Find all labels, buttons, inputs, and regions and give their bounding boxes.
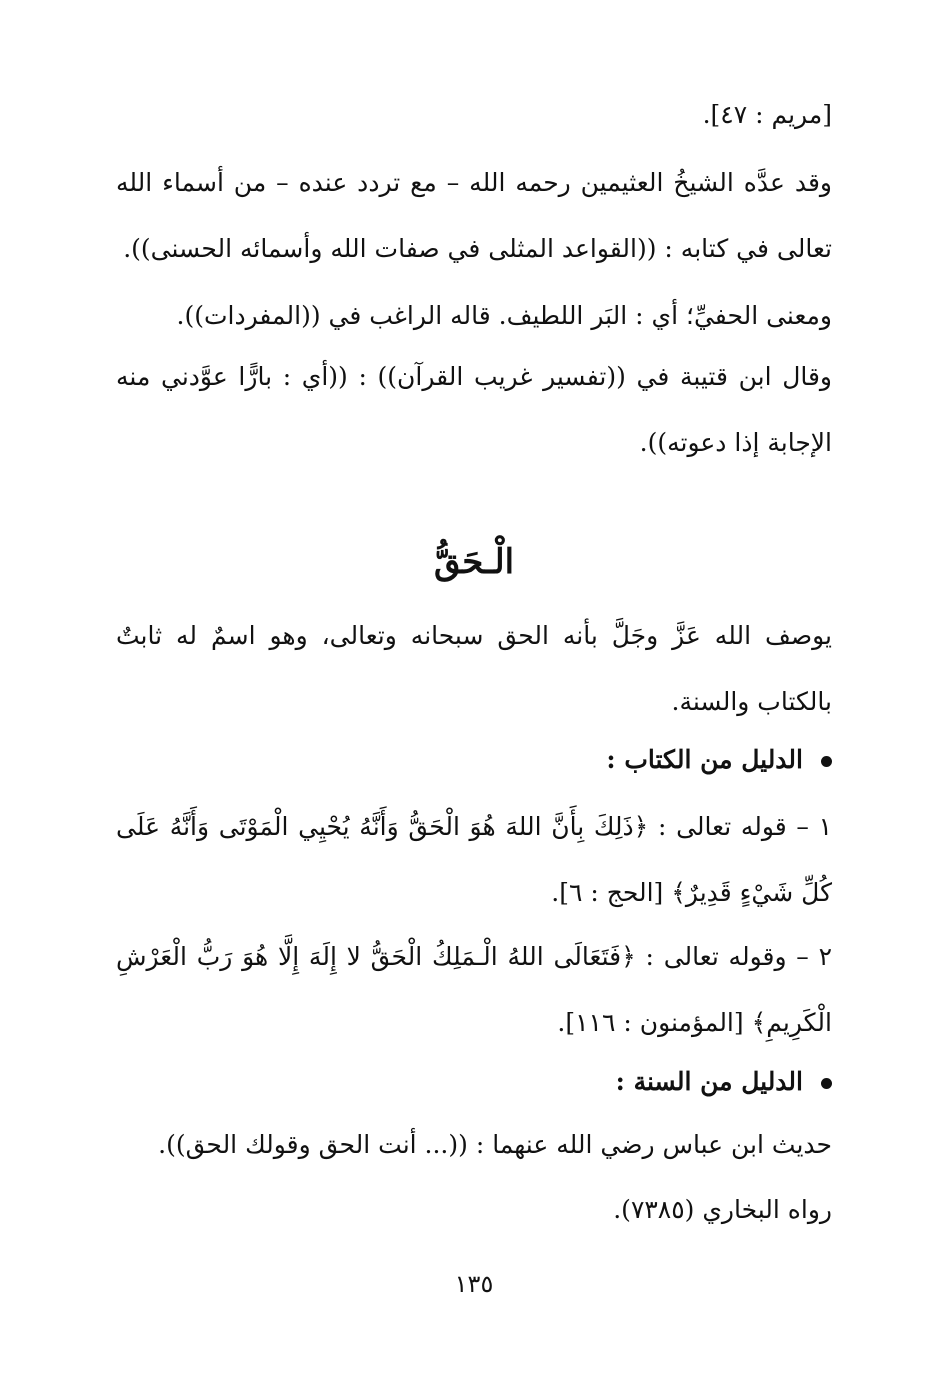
sunnah-evidence-label: الدليل من السنة :: [615, 1067, 803, 1096]
paragraph-uthaymeen: وقد عدَّه الشيخُ العثيمين رحمه الله – مع تردد عنده – من أسماء الله تعالى في كتابه : ((القواعد المثلى في صفات الله وأسمائه الحسنى)).: [116, 168, 832, 263]
book-evidence-title: [606, 730, 832, 790]
bullet-icon: [821, 1078, 832, 1089]
section-heading: الْـحَقُّ: [433, 542, 515, 582]
bullet-icon: [821, 756, 832, 767]
verse-one: ١ – قوله تعالى : ﴿ذَلِكَ بِأَنَّ اللهَ هُوَ الْحَقُّ وَأَنَّهُ يُحْيِي الْمَوْتَى وَأَنَّهُ عَلَى كُلِّ شَيْءٍ قَدِيرٌ﴾ [الحج : ٦].: [116, 812, 832, 907]
paragraph-meaning: ومعنى الحفيِّ؛ أي : البَر اللطيف. قاله الراغب في ((المفردات)).: [176, 301, 832, 330]
hadith-source: رواه البخاري (٧٣٨٥).: [613, 1195, 832, 1224]
hadith-text: حديث ابن عباس رضي الله عنهما : ((... أنت الحق وقولك الحق)).: [158, 1130, 832, 1159]
verse-two: ٢ – وقوله تعالى : ﴿فَتَعَالَى اللهُ الْـمَلِكُ الْحَقُّ لا إِلَهَ إِلَّا هُوَ رَبُّ الْعَرْشِ الْكَرِيمِ﴾ [المؤمنون : ١١٦].: [116, 942, 832, 1037]
page-number: ١٣٥: [454, 1270, 494, 1298]
quran-reference: [مريم : ٤٧].: [702, 100, 832, 129]
paragraph-description: يوصف الله عَزَّ وجَلَّ بأنه الحق سبحانه وتعالى، وهو اسمٌ له ثابتٌ بالكتاب والسنة.: [116, 621, 832, 716]
paragraph-ibn-qutaybah: وقال ابن قتيبة في ((تفسير غريب القرآن)) : ((أي : بارًّا عوَّدني منه الإجابة إذا دعوته)).: [116, 362, 832, 457]
book-evidence-label: الدليل من الكتاب :: [606, 745, 803, 774]
sunnah-evidence-title: [616, 1052, 832, 1112]
